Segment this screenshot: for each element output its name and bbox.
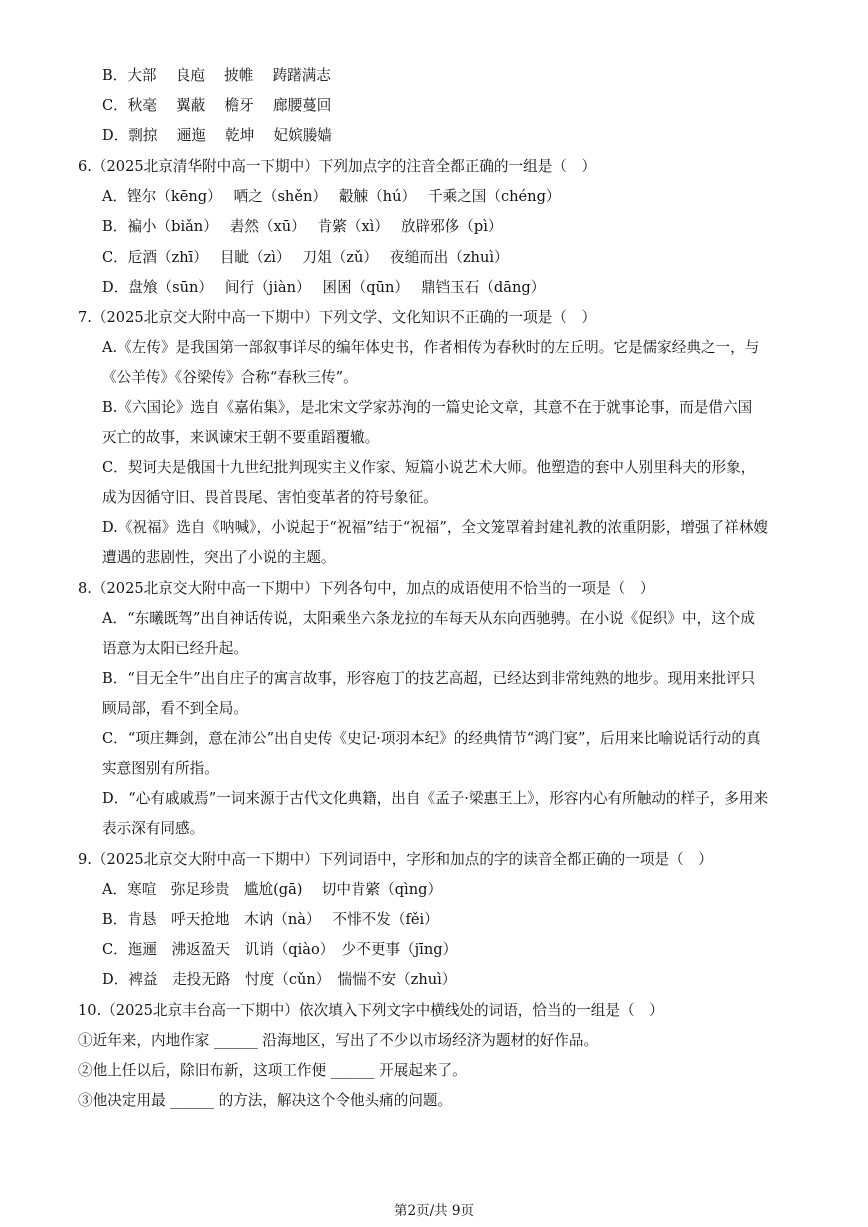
q7-option-a-line2: 《公羊传》《谷梁传》合称“春秋三传”。: [102, 369, 358, 386]
question-6: 6.（2025北京清华附中高一下期中）下列加点字的注音全都正确的一组是（ ）: [78, 158, 597, 175]
q8-option-b-line2: 顾局部，看不到全局。: [102, 700, 248, 717]
q9-option-c: C．迤逦 沸返盈天 讥诮（qiào） 少不更事（jīng）: [102, 941, 458, 958]
q8-option-d-line1: D．“心有戚戚焉”一词来源于古代文化典籍，出自《孟子·梁惠王上》，形容内心有所触动的样子，多用来: [102, 790, 769, 807]
question-9: 9.（2025北京交大附中高一下期中）下列词语中，字形和加点的字的读音全都正确的一项是（ ）: [78, 851, 713, 868]
q7-option-c-line1: C．契诃夫是俄国十九世纪批判现实主义作家、短篇小说艺术大师。他塑造的套中人别里科夫的形象，: [102, 459, 756, 476]
q8-option-d-line2: 表示深有同感。: [102, 820, 205, 837]
question-8: 8.（2025北京交大附中高一下期中）下列各句中，加点的成语使用不恰当的一项是（ ）: [78, 580, 655, 597]
q7-option-b-line1: B.《六国论》选自《嘉佑集》，是北宋文学家苏洵的一篇史论文章，其意不在于就事论事，而是借六国: [102, 399, 753, 416]
question-7: 7.（2025北京交大附中高一下期中）下列文学、文化知识不正确的一项是（ ）: [78, 309, 597, 326]
q8-option-c-line2: 实意图别有所指。: [102, 760, 219, 777]
q10-sentence-1: ①近年来，内地作家 ______ 沿海地区，写出了不少以市场经济为题材的好作品。: [78, 1032, 599, 1049]
q7-option-a-line1: A.《左传》是我国第一部叙事详尽的编年体史书，作者相传为春秋时的左丘明。它是儒家经典之一，与: [102, 339, 760, 356]
question-10: 10.（2025北京丰台高一下期中）依次填入下列文字中横线处的词语，恰当的一组是（ ）: [78, 1002, 664, 1019]
page-footer: 第2页/共 9页: [393, 1203, 475, 1219]
q6-option-d: D．盘飧（sūn） 间行（jiàn） 囷囷（qūn） 鼎铛玉石（dāng）: [102, 279, 546, 296]
q10-sentence-3: ③他决定用最 ______ 的方法，解决这个令他头痛的问题。: [78, 1092, 453, 1109]
q7-option-c-line2: 成为因循守旧、畏首畏尾、害怕变革者的符号象征。: [102, 489, 438, 506]
q6-option-a: A．铿尔（kēng） 哂之（shěn） 觳觫（hú） 千乘之国（chéng）: [102, 188, 561, 205]
q8-option-a-line1: A．“东曦既驾”出自神话传说，太阳乘坐六条龙拉的车每天从东向西驰骋。在小说《促织》中，这个成: [102, 610, 755, 627]
q5-option-b: B．大部 良庖 披帷 踌躇满志: [102, 67, 331, 84]
q9-option-a: A．寒喧 弥足珍贵 尴尬(gā) 切中肯綮（qìng）: [102, 881, 443, 898]
q8-option-b-line1: B．“目无全牛”出自庄子的寓言故事，形容庖丁的技艺高超，已经达到非常纯熟的地步。现用来批评只: [102, 670, 756, 687]
q5-option-c: C．秋毫 翼蔽 檐牙 廊腰蔓回: [102, 97, 332, 114]
q9-option-b: B．肯恳 呼天抢地 木讷（nà） 不悱不发（fěi）: [102, 911, 439, 928]
q9-option-d: D．裨益 走投无路 忖度（cǔn） 惴惴不安（zhuì）: [102, 971, 457, 988]
q10-sentence-2: ②他上任以后，除旧布新，这项工作便 ______ 开展起来了。: [78, 1062, 467, 1079]
q7-option-b-line2: 灭亡的故事，来讽谏宋王朝不要重蹈覆辙。: [102, 429, 380, 446]
q6-option-c: C．卮酒（zhī） 目眦（zì） 刀俎（zǔ） 夜缒而出（zhuì）: [102, 249, 509, 266]
q6-option-b: B．褊小（biǎn） 砉然（xū） 肯綮（xì） 放辟邪侈（pì）: [102, 218, 503, 235]
q7-option-d-line2: 遭遇的悲剧性，突出了小说的主题。: [102, 549, 336, 566]
q5-option-d: D．剽掠 逦迤 乾坤 妃嫔媵嫱: [102, 127, 332, 144]
q8-option-a-line2: 语意为太阳已经升起。: [102, 640, 248, 657]
q8-option-c-line1: C．“项庄舞剑，意在沛公”出自史传《史记·项羽本纪》的经典情节“鸿门宴”，后用来比喻说话行动的真: [102, 730, 761, 747]
q7-option-d-line1: D.《祝福》选自《呐喊》，小说起于“祝福”结于“祝福”，全文笼罩着封建礼教的浓重阴影，增强了祥林嫂: [102, 519, 768, 536]
